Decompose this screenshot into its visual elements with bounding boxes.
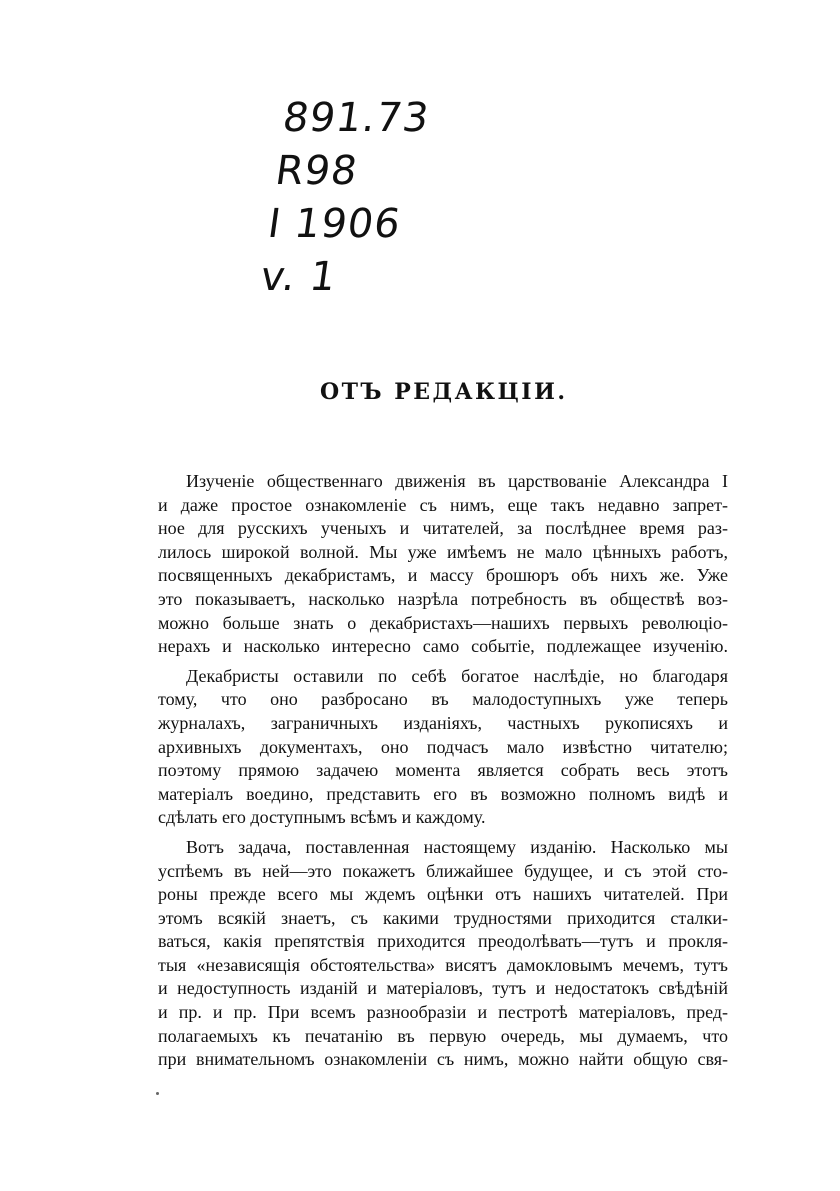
paragraph-2 <box>158 665 728 830</box>
call-number-line: I 1906 <box>265 201 404 247</box>
text-line: ваться, какія препятствія приходится преодолѣвать—тутъ и прокля- <box>158 931 728 952</box>
text-line: тыя «независящія обстоятельства» висятъ дамокловымъ мечемъ, тутъ <box>158 954 728 975</box>
text-line: ное для русскихъ ученыхъ и читателей, за послѣднее время раз- <box>158 518 728 539</box>
text-line: лилось широкой волной. Мы уже имѣемъ не мало цѣнныхъ работъ, <box>158 541 728 562</box>
text-line: и даже простое ознакомленіе съ нимъ, еще такъ недавно запрет- <box>158 494 728 515</box>
text-line: Изученіе общественнаго движенія въ царствованіе Александра I <box>186 471 728 491</box>
text-line: Вотъ задача, поставленная настоящему изданію. Насколько мы <box>186 836 728 857</box>
paragraph-3 <box>158 836 728 1072</box>
text-line: поэтому прямою задачею момента является собрать весь этотъ <box>158 760 728 781</box>
text-line: посвященныхъ декабристамъ, и массу брошюръ объ нихъ же. Уже <box>158 565 728 586</box>
text-line: успѣемъ въ ней—это покажетъ ближайшее будущее, и съ этой сто- <box>158 860 728 881</box>
text-line: при внимательномъ ознакомленіи съ нимъ, можно найти общую свя- <box>158 1049 728 1070</box>
call-number-line: R98 <box>272 148 361 194</box>
text-line: и недоступность изданій и матеріаловъ, тутъ и недостатокъ свѣдѣній <box>158 978 728 999</box>
text-line: нерахъ и насколько интересно само событіе, подлежащее изученію. <box>158 636 728 657</box>
text-line: архивныхъ документахъ, оно подчасъ мало извѣстно читателю; <box>158 736 728 757</box>
text-line: роны прежде всего мы ждемъ оцѣнки отъ нашихъ читателей. При <box>158 884 728 905</box>
library-call-number <box>257 92 457 304</box>
text-line: этомъ всякій знаетъ, съ какими трудностями приходится сталки- <box>158 907 728 928</box>
text-line: сдѣлать его доступнымъ всѣмъ и каждому. <box>158 807 486 828</box>
body-text <box>158 470 728 1072</box>
text-line: полагаемыхъ къ печатанію въ первую очередь, мы думаемъ, что <box>158 1025 728 1046</box>
text-line: матеріалъ воедино, представить его въ возможно полномъ видѣ и <box>158 783 728 804</box>
text-line: журналахъ, заграничныхъ изданіяхъ, частныхъ рукописяхъ и <box>158 712 728 733</box>
paragraph-1 <box>158 470 728 659</box>
scan-speck <box>156 1092 159 1095</box>
call-number-line: 891.73 <box>280 95 433 141</box>
text-line: можно больше знать о декабристахъ—нашихъ первыхъ революціо- <box>158 612 728 633</box>
text-line: это показываетъ, насколько назрѣла потребность въ обществѣ воз- <box>158 588 728 609</box>
text-line: Декабристы оставили по себѣ богатое наслѣдіе, но благодаря <box>186 665 728 686</box>
page-heading: ОТЪ РЕДАКЦІИ. <box>320 379 568 405</box>
call-number-line: v. 1 <box>257 254 340 300</box>
text-line: и пр. и пр. При всемъ разнообразіи и пестротѣ матеріаловъ, пред- <box>158 1002 728 1023</box>
text-line: тому, что оно разбросано въ малодоступныхъ уже теперь <box>158 689 728 710</box>
